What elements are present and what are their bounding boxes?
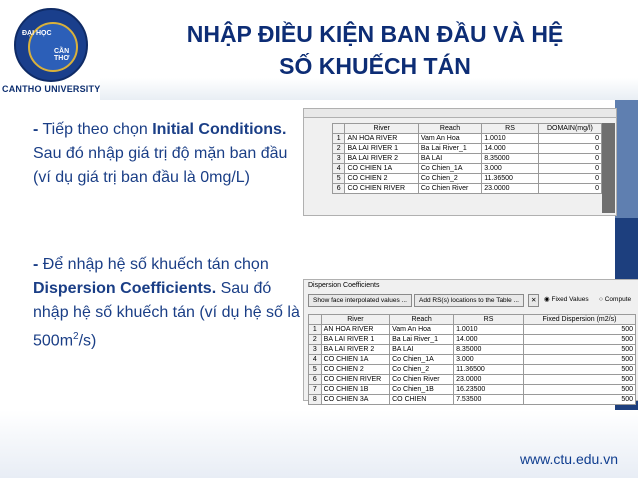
bullet1-bold: Initial Conditions.	[152, 121, 287, 138]
cell-domain[interactable]: 0	[538, 184, 601, 194]
table-scrollbar[interactable]	[602, 123, 615, 213]
bullet1-pre: Tiếp theo chọn	[42, 121, 153, 138]
show-interpolated-button[interactable]: Show face interpolated values ...	[308, 294, 412, 307]
row-index: 7	[309, 385, 322, 395]
table-row[interactable]	[309, 335, 636, 345]
cell-rs[interactable]: 8.35000	[454, 345, 524, 355]
row-index: 6	[309, 375, 322, 385]
initial-conditions-table	[332, 123, 602, 194]
table-header-reach: Reach	[390, 315, 454, 325]
table-header-row	[309, 315, 636, 325]
cell-rs[interactable]: 14.000	[454, 335, 524, 345]
cell-reach[interactable]: Co Chien_1B	[390, 385, 454, 395]
cell-dispersion[interactable]: 500	[523, 335, 635, 345]
table-row[interactable]	[309, 365, 636, 375]
table-row[interactable]	[333, 144, 602, 154]
cell-river[interactable]: BA LAI RIVER 2	[345, 154, 418, 164]
row-index: 5	[309, 365, 322, 375]
cell-domain[interactable]: 0	[538, 174, 601, 184]
panel-top-strip	[304, 109, 616, 118]
table-row[interactable]	[333, 134, 602, 144]
bullet2-tail: /s)	[78, 332, 97, 350]
table-row[interactable]	[309, 375, 636, 385]
cell-reach[interactable]: Co Chien_2	[418, 174, 481, 184]
cell-river[interactable]: CO CHIEN 1A	[345, 164, 418, 174]
cell-rs[interactable]: 23.0000	[454, 375, 524, 385]
row-index: 1	[309, 325, 322, 335]
bullet2-bold: Dispersion Coefficients.	[33, 280, 217, 297]
table-header-rs: RS	[454, 315, 524, 325]
logo-text-bottom: CẦN THƠ	[54, 48, 70, 62]
cell-reach[interactable]: BA LAI	[418, 154, 481, 164]
cell-reach[interactable]: Vam An Hoa	[418, 134, 481, 144]
row-index: 8	[309, 395, 322, 405]
cell-domain[interactable]: 0	[538, 134, 601, 144]
dispersion-panel-title: Dispersion Coefficients	[308, 282, 380, 289]
cell-reach[interactable]: Ba Lai River_1	[418, 144, 481, 154]
table-row[interactable]	[309, 345, 636, 355]
cell-rs[interactable]: 23.0000	[482, 184, 539, 194]
cell-reach[interactable]: CO CHIEN	[390, 395, 454, 405]
table-row[interactable]	[309, 355, 636, 365]
row-index: 6	[333, 184, 345, 194]
cell-rs[interactable]: 16.23500	[454, 385, 524, 395]
cell-reach[interactable]: Co Chien River	[418, 184, 481, 194]
table-row[interactable]	[309, 385, 636, 395]
table-header-river: River	[321, 315, 389, 325]
cell-river[interactable]: CO CHIEN 3A	[321, 395, 389, 405]
bullet-dash: -	[33, 121, 39, 138]
cell-reach[interactable]: Co Chien_2	[390, 365, 454, 375]
table-header-rs: RS	[482, 124, 539, 134]
table-row[interactable]	[333, 164, 602, 174]
right-decor-band-top	[615, 100, 638, 218]
radio-computed-label: Compute	[604, 296, 632, 303]
cell-river[interactable]: BA LAI RIVER 2	[321, 345, 389, 355]
row-index: 4	[333, 164, 345, 174]
table-row[interactable]	[309, 325, 636, 335]
table-header-reach: Reach	[418, 124, 481, 134]
cell-rs[interactable]: 1.0010	[482, 134, 539, 144]
logo-area	[0, 0, 100, 100]
bullet-initial-conditions	[33, 118, 303, 190]
bullet-dash: -	[33, 256, 39, 273]
cell-reach[interactable]: Ba Lai River_1	[390, 335, 454, 345]
dispersion-panel	[303, 279, 638, 401]
cell-dispersion[interactable]: 500	[523, 375, 635, 385]
cell-rs[interactable]: 8.35000	[482, 154, 539, 164]
table-row[interactable]	[309, 395, 636, 405]
cell-rs[interactable]: 11.36500	[454, 365, 524, 375]
dispersion-table	[308, 314, 636, 405]
cell-reach[interactable]: Co Chien River	[390, 375, 454, 385]
table-header-index	[333, 124, 345, 134]
cell-domain[interactable]: 0	[538, 164, 601, 174]
cell-river[interactable]: CO CHIEN 1B	[321, 385, 389, 395]
cell-rs[interactable]: 7.53500	[454, 395, 524, 405]
bullet-dispersion	[33, 253, 303, 353]
title-line-1: NHẬP ĐIỀU KIỆN BAN ĐẦU VÀ HỆ	[186, 21, 564, 47]
cell-river[interactable]: CO CHIEN 1A	[321, 355, 389, 365]
cell-river[interactable]: CO CHIEN 2	[345, 174, 418, 184]
cell-dispersion[interactable]: 500	[523, 385, 635, 395]
row-index: 3	[333, 154, 345, 164]
bullet2-post: Sau đó nhập hệ số khuếch tán (ví dụ hệ số là 500m	[33, 280, 300, 350]
row-index: 2	[309, 335, 322, 345]
cell-rs[interactable]: 3.000	[482, 164, 539, 174]
cell-rs[interactable]: 11.36500	[482, 174, 539, 184]
cell-dispersion[interactable]: 500	[523, 395, 635, 405]
cell-river[interactable]: AN HOA RIVER	[345, 134, 418, 144]
bullet2-sup: 2	[73, 331, 79, 342]
cell-river[interactable]: AN HOA RIVER	[321, 325, 389, 335]
logo-text-top: ĐẠI HỌC	[22, 30, 52, 37]
cell-reach[interactable]: Co Chien_1A	[390, 355, 454, 365]
cell-reach[interactable]: BA LAI	[390, 345, 454, 355]
row-index: 1	[333, 134, 345, 144]
table-row[interactable]	[333, 174, 602, 184]
logo-caption: CANTHO UNIVERSITY	[2, 84, 101, 94]
row-index: 5	[333, 174, 345, 184]
table-row[interactable]	[333, 184, 602, 194]
table-header-row	[333, 124, 602, 134]
footer-band	[0, 410, 638, 478]
cell-dispersion[interactable]: 500	[523, 325, 635, 335]
bullet2-pre: Để nhập hệ số khuếch tán chọn	[42, 256, 269, 273]
initial-conditions-panel	[303, 108, 617, 216]
bullet1-post: Sau đó nhập giá trị độ mặn ban đầu (ví dụ giá trị ban đầu là 0mg/L)	[33, 145, 288, 186]
footer-url: www.ctu.edu.vn	[519, 451, 618, 467]
row-index: 2	[333, 144, 345, 154]
cell-domain[interactable]: 0	[538, 154, 601, 164]
row-index: 3	[309, 345, 322, 355]
cell-reach[interactable]: Co Chien_1A	[418, 164, 481, 174]
page-title	[120, 18, 630, 82]
table-row[interactable]	[333, 154, 602, 164]
close-icon[interactable]: ✕	[528, 294, 539, 307]
cell-river[interactable]: BA LAI RIVER 1	[321, 335, 389, 345]
cell-river[interactable]: CO CHIEN RIVER	[345, 184, 418, 194]
table-header-river: River	[345, 124, 418, 134]
cell-dispersion[interactable]: 500	[523, 365, 635, 375]
radio-fixed-values[interactable]: ◉ Fixed Values	[544, 296, 589, 303]
radio-computed[interactable]: ○ Compute	[599, 296, 632, 303]
row-index: 4	[309, 355, 322, 365]
add-rs-locations-button[interactable]: Add RS(s) locations to the Table ...	[414, 294, 524, 307]
radio-fixed-label: Fixed Values	[551, 296, 589, 303]
cell-reach[interactable]: Vam An Hoa	[390, 325, 454, 335]
cell-dispersion[interactable]: 500	[523, 345, 635, 355]
title-line-2: SỐ KHUẾCH TÁN	[279, 53, 471, 79]
table-header-index	[309, 315, 322, 325]
cell-dispersion[interactable]: 500	[523, 355, 635, 365]
table-header-domain: DOMAIN(mg/l)	[538, 124, 601, 134]
cell-rs[interactable]: 3.000	[454, 355, 524, 365]
cell-river[interactable]: BA LAI RIVER 1	[345, 144, 418, 154]
cell-river[interactable]: CO CHIEN 2	[321, 365, 389, 375]
university-logo-icon	[14, 8, 88, 82]
cell-domain[interactable]: 0	[538, 144, 601, 154]
cell-rs[interactable]: 1.0010	[454, 325, 524, 335]
cell-river[interactable]: CO CHIEN RIVER	[321, 375, 389, 385]
cell-rs[interactable]: 14.000	[482, 144, 539, 154]
table-header-fixed-dispersion: Fixed Dispersion (m2/s)	[523, 315, 635, 325]
